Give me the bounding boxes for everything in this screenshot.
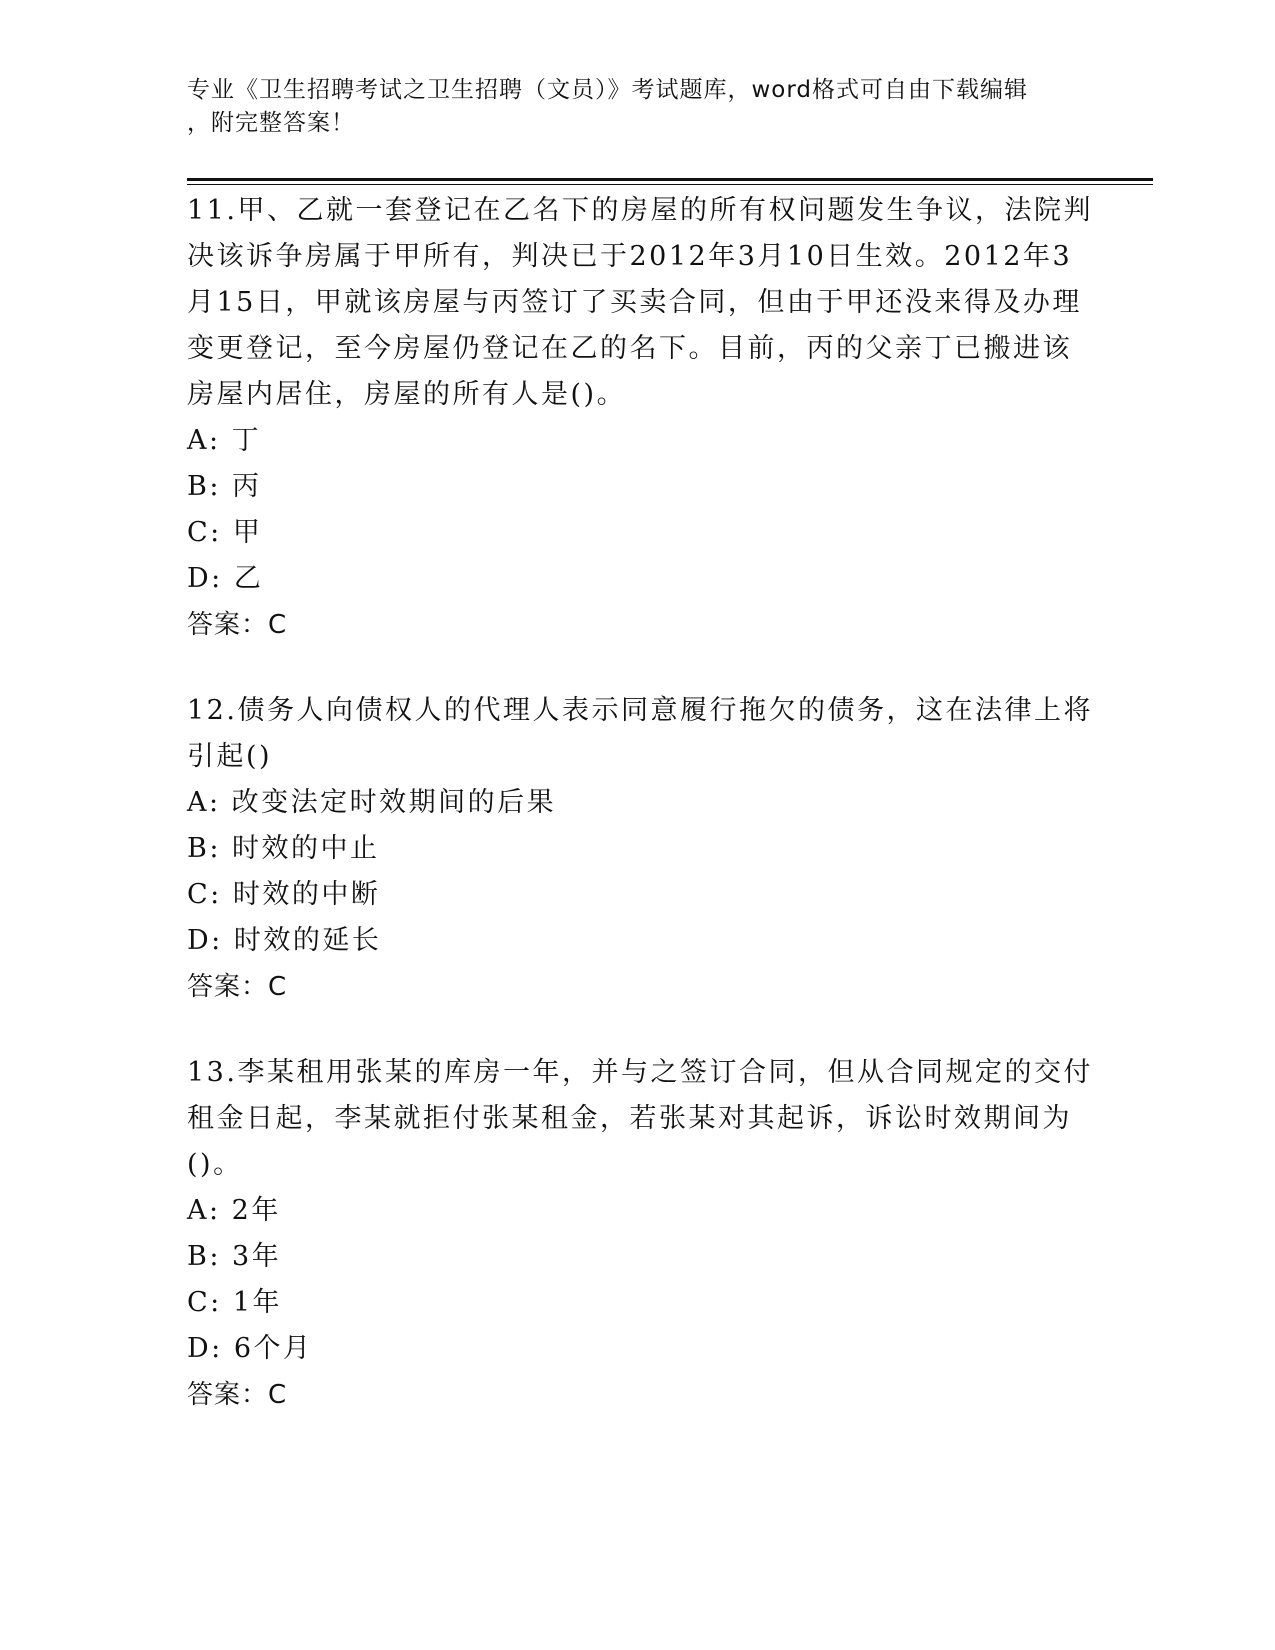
option-a: A: 丁 (187, 425, 262, 456)
header-divider-thick (187, 178, 1153, 181)
question-stem-line: 月15日，甲就该房屋与丙签订了买卖合同，但由于甲还没来得及办理 (187, 287, 1082, 318)
question-stem-line: 引起() (187, 741, 273, 772)
question-stem-line: 房屋内居住，房屋的所有人是()。 (187, 379, 627, 410)
option-c: C: 时效的中断 (187, 879, 381, 910)
option-a: A: 改变法定时效期间的后果 (187, 787, 557, 818)
answer-text: 答案：C (187, 972, 288, 1002)
option-d: D: 时效的延长 (187, 925, 382, 956)
option-a: A: 2年 (187, 1195, 281, 1226)
question-stem-line: 11.甲、乙就一套登记在乙名下的房屋的所有权问题发生争议，法院判 (187, 195, 1093, 226)
question-12 (187, 688, 1093, 1010)
option-b: B: 时效的中止 (187, 833, 380, 864)
question-stem-line: 13.李某租用张某的库房一年，并与之签订合同，但从合同规定的交付 (187, 1057, 1093, 1088)
question-stem-line: ()。 (187, 1149, 243, 1180)
question-stem-line: 变更登记，至今房屋仍登记在乙的名下。目前，丙的父亲丁已搬进该 (187, 333, 1072, 364)
option-b: B: 3年 (187, 1241, 282, 1272)
document-header (187, 74, 1067, 140)
option-d: D: 乙 (187, 563, 264, 594)
option-d: D: 6个月 (187, 1333, 313, 1364)
header-line-2: ，附完整答案！ (187, 110, 355, 136)
option-b: B: 丙 (187, 471, 262, 502)
question-stem-line: 决该诉争房属于甲所有，判决已于2012年3月10日生效。2012年3 (187, 241, 1073, 272)
question-11 (187, 188, 1093, 648)
header-line-1: 专业《卫生招聘考试之卫生招聘（文员）》考试题库，word格式可自由下载编辑 (187, 77, 1029, 103)
question-stem-line: 12.债务人向债权人的代理人表示同意履行拖欠的债务，这在法律上将 (187, 695, 1093, 726)
question-13 (187, 1050, 1093, 1418)
question-stem-line: 租金日起，李某就拒付张某租金，若张某对其起诉，诉讼时效期间为 (187, 1103, 1072, 1134)
header-divider-thin (187, 184, 1153, 185)
option-c: C: 1年 (187, 1287, 283, 1318)
answer-text: 答案：C (187, 610, 288, 640)
option-c: C: 甲 (187, 517, 263, 548)
answer-text: 答案：C (187, 1380, 288, 1410)
